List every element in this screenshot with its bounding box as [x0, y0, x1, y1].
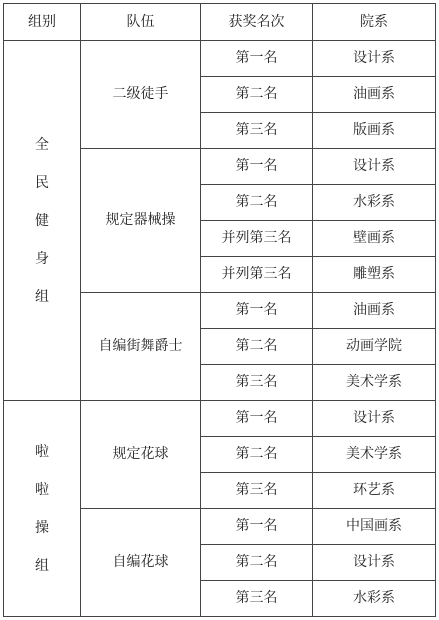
rank-cell: 第一名: [201, 401, 313, 437]
rank-cell: 并列第三名: [201, 221, 313, 257]
dept-cell: 中国画系: [313, 509, 436, 545]
group-name-char: 组: [35, 557, 49, 574]
header-team: 队伍: [81, 4, 201, 41]
header-dept: 院系: [313, 4, 436, 41]
rank-cell: 第一名: [201, 509, 313, 545]
dept-cell: 壁画系: [313, 221, 436, 257]
rank-cell: 第三名: [201, 581, 313, 617]
rank-cell: 第二名: [201, 545, 313, 581]
dept-cell: 设计系: [313, 401, 436, 437]
rank-cell: 第一名: [201, 41, 313, 77]
rank-cell: 第一名: [201, 293, 313, 329]
rank-cell: 并列第三名: [201, 257, 313, 293]
rank-cell: 第三名: [201, 473, 313, 509]
rank-cell: 第二名: [201, 437, 313, 473]
group-name-char: 操: [35, 519, 49, 536]
dept-cell: 环艺系: [313, 473, 436, 509]
group-name-char: 健: [35, 212, 49, 229]
rank-cell: 第一名: [201, 149, 313, 185]
dept-cell: 雕塑系: [313, 257, 436, 293]
table-body: [4, 41, 436, 617]
team-cell: 规定花球: [81, 401, 201, 509]
team-cell: 规定器械操: [81, 149, 201, 293]
rank-cell: 第二名: [201, 329, 313, 365]
group-name-char: 身: [35, 250, 49, 267]
team-cell: 自编街舞爵士: [81, 293, 201, 401]
rank-cell: 第三名: [201, 365, 313, 401]
group-name-char: 全: [35, 136, 49, 153]
header-rank: 获奖名次: [201, 4, 313, 41]
dept-cell: 动画学院: [313, 329, 436, 365]
team-cell: 二级徒手: [81, 41, 201, 149]
table-row: [4, 41, 436, 77]
group-name-char: 组: [35, 288, 49, 305]
table-row: [4, 401, 436, 437]
team-cell: 自编花球: [81, 509, 201, 617]
dept-cell: 油画系: [313, 77, 436, 113]
awards-table: [3, 3, 436, 617]
group-cell: [4, 41, 81, 401]
rank-cell: 第二名: [201, 77, 313, 113]
header-group: 组别: [4, 4, 81, 41]
group-name-char: 啦: [35, 443, 49, 460]
dept-cell: 水彩系: [313, 581, 436, 617]
dept-cell: 设计系: [313, 149, 436, 185]
dept-cell: 设计系: [313, 545, 436, 581]
group-cell: [4, 401, 81, 617]
dept-cell: 油画系: [313, 293, 436, 329]
dept-cell: 设计系: [313, 41, 436, 77]
group-name-char: 啦: [35, 481, 49, 498]
dept-cell: 美术学系: [313, 365, 436, 401]
rank-cell: 第二名: [201, 185, 313, 221]
dept-cell: 水彩系: [313, 185, 436, 221]
header-row: [4, 4, 436, 41]
dept-cell: 美术学系: [313, 437, 436, 473]
rank-cell: 第三名: [201, 113, 313, 149]
group-name-char: 民: [35, 174, 49, 191]
dept-cell: 版画系: [313, 113, 436, 149]
